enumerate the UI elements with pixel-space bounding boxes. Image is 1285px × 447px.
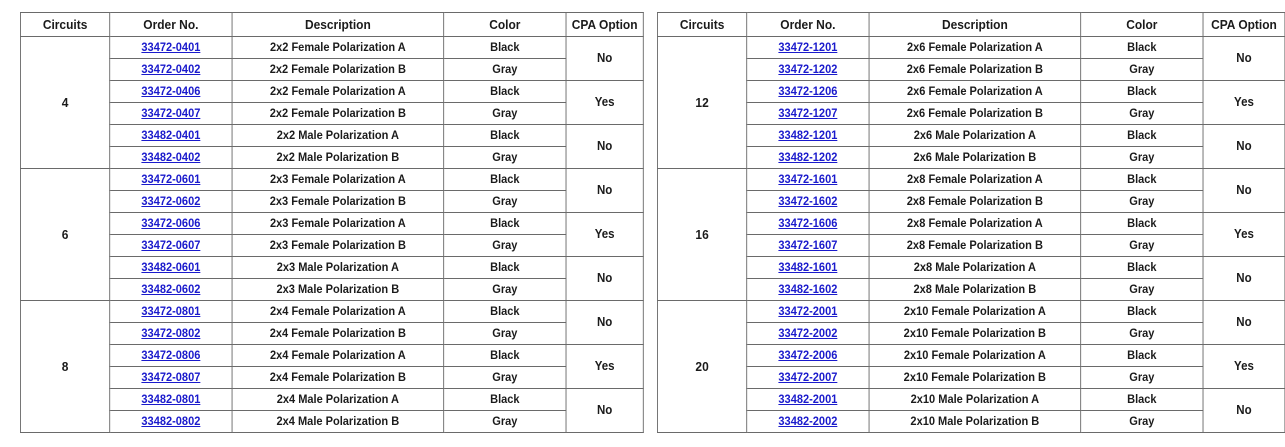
description-cell: 2x2 Male Polarization B bbox=[232, 147, 444, 169]
color-cell: Gray bbox=[1081, 323, 1203, 345]
color-cell: Gray bbox=[444, 367, 566, 389]
description-cell: 2x2 Female Polarization A bbox=[232, 81, 444, 103]
color-cell: Black bbox=[444, 169, 566, 191]
color-cell: Black bbox=[444, 257, 566, 279]
cpa-option-cell: No bbox=[566, 257, 643, 301]
description-cell: 2x4 Female Polarization A bbox=[232, 301, 444, 323]
order-no-link[interactable]: 33472-2001 bbox=[778, 304, 838, 318]
color-cell: Gray bbox=[1081, 103, 1203, 125]
order-no-cell bbox=[110, 59, 232, 81]
order-no-cell bbox=[110, 279, 232, 301]
order-no-cell bbox=[747, 279, 869, 301]
color-cell: Gray bbox=[444, 323, 566, 345]
table-row bbox=[20, 301, 643, 323]
order-no-link[interactable]: 33472-1606 bbox=[778, 216, 838, 230]
color-cell: Gray bbox=[1081, 411, 1203, 433]
order-no-link[interactable]: 33482-0402 bbox=[141, 150, 201, 164]
table-row bbox=[20, 37, 643, 59]
order-no-cell bbox=[747, 169, 869, 191]
parts-table-right bbox=[657, 12, 1285, 433]
description-cell: 2x4 Female Polarization A bbox=[232, 345, 444, 367]
table-row bbox=[20, 59, 643, 81]
cpa-option-cell: Yes bbox=[566, 213, 643, 257]
cpa-option-cell: No bbox=[1203, 125, 1285, 169]
table-row bbox=[20, 169, 643, 191]
color-cell: Black bbox=[444, 37, 566, 59]
header-color: Color bbox=[1081, 13, 1203, 37]
order-no-link[interactable]: 33482-0601 bbox=[141, 260, 201, 274]
color-cell: Black bbox=[1081, 257, 1203, 279]
order-no-link[interactable]: 33482-2001 bbox=[778, 392, 838, 406]
order-no-cell bbox=[110, 213, 232, 235]
table-row bbox=[20, 323, 643, 345]
color-cell: Gray bbox=[444, 147, 566, 169]
table-row bbox=[657, 367, 1284, 389]
order-no-link[interactable]: 33472-0402 bbox=[141, 62, 201, 76]
description-cell: 2x8 Female Polarization A bbox=[869, 169, 1081, 191]
table-row bbox=[657, 125, 1284, 147]
order-no-cell bbox=[747, 411, 869, 433]
cpa-option-cell: No bbox=[566, 301, 643, 345]
color-cell: Gray bbox=[444, 279, 566, 301]
order-no-cell bbox=[110, 81, 232, 103]
table-row bbox=[657, 59, 1284, 81]
header-cpa-option: CPA Option bbox=[1203, 13, 1285, 37]
cpa-option-cell: No bbox=[566, 37, 643, 81]
circuits-cell: 12 bbox=[657, 37, 746, 169]
cpa-option-cell: No bbox=[566, 125, 643, 169]
order-no-link[interactable]: 33472-0602 bbox=[141, 194, 201, 208]
color-cell: Gray bbox=[1081, 279, 1203, 301]
order-no-cell bbox=[110, 389, 232, 411]
table-row bbox=[657, 301, 1284, 323]
order-no-cell bbox=[110, 235, 232, 257]
table-row bbox=[20, 125, 643, 147]
table-row bbox=[657, 213, 1284, 235]
table-row bbox=[657, 323, 1284, 345]
color-cell: Gray bbox=[444, 59, 566, 81]
table-row bbox=[657, 411, 1284, 433]
table-row bbox=[20, 213, 643, 235]
description-cell: 2x4 Female Polarization B bbox=[232, 323, 444, 345]
color-cell: Gray bbox=[444, 191, 566, 213]
order-no-cell bbox=[110, 191, 232, 213]
cpa-option-cell: Yes bbox=[1203, 213, 1285, 257]
order-no-link[interactable]: 33482-0602 bbox=[141, 282, 201, 296]
description-cell: 2x10 Male Polarization B bbox=[869, 411, 1081, 433]
header-order-no: Order No. bbox=[110, 13, 232, 37]
description-cell: 2x8 Female Polarization B bbox=[869, 235, 1081, 257]
order-no-cell bbox=[110, 125, 232, 147]
table-body bbox=[20, 37, 643, 433]
order-no-link[interactable]: 33482-2002 bbox=[778, 414, 838, 428]
order-no-cell bbox=[747, 59, 869, 81]
order-no-cell bbox=[747, 389, 869, 411]
color-cell: Black bbox=[1081, 81, 1203, 103]
header-color: Color bbox=[444, 13, 566, 37]
header-circuits: Circuits bbox=[20, 13, 109, 37]
description-cell: 2x10 Female Polarization B bbox=[869, 367, 1081, 389]
order-no-cell bbox=[747, 103, 869, 125]
color-cell: Gray bbox=[1081, 59, 1203, 81]
description-cell: 2x2 Female Polarization A bbox=[232, 37, 444, 59]
description-cell: 2x10 Female Polarization A bbox=[869, 345, 1081, 367]
color-cell: Black bbox=[444, 345, 566, 367]
order-no-link[interactable]: 33472-0806 bbox=[141, 348, 201, 362]
color-cell: Black bbox=[444, 213, 566, 235]
table-row bbox=[20, 191, 643, 213]
order-no-cell bbox=[110, 37, 232, 59]
table-row bbox=[20, 411, 643, 433]
table-row bbox=[657, 103, 1284, 125]
circuits-cell: 8 bbox=[20, 301, 109, 433]
order-no-cell bbox=[110, 169, 232, 191]
table-row bbox=[20, 345, 643, 367]
description-cell: 2x3 Female Polarization B bbox=[232, 191, 444, 213]
color-cell: Black bbox=[1081, 125, 1203, 147]
order-no-cell bbox=[110, 257, 232, 279]
cpa-option-cell: Yes bbox=[566, 345, 643, 389]
order-no-link[interactable]: 33472-0802 bbox=[141, 326, 201, 340]
description-cell: 2x6 Female Polarization A bbox=[869, 37, 1081, 59]
order-no-link[interactable]: 33472-0401 bbox=[141, 40, 201, 54]
cpa-option-cell: No bbox=[1203, 37, 1285, 81]
order-no-cell bbox=[747, 235, 869, 257]
order-no-cell bbox=[747, 37, 869, 59]
color-cell: Gray bbox=[1081, 235, 1203, 257]
order-no-cell bbox=[747, 125, 869, 147]
order-no-link[interactable]: 33482-1202 bbox=[778, 150, 838, 164]
table-row bbox=[20, 279, 643, 301]
table-row bbox=[20, 257, 643, 279]
table-body bbox=[657, 37, 1284, 433]
description-cell: 2x2 Female Polarization B bbox=[232, 59, 444, 81]
table-row bbox=[20, 389, 643, 411]
cpa-option-cell: No bbox=[1203, 301, 1285, 345]
table-row bbox=[657, 235, 1284, 257]
cpa-option-cell: No bbox=[1203, 169, 1285, 213]
cpa-option-cell: Yes bbox=[1203, 345, 1285, 389]
table-row bbox=[657, 169, 1284, 191]
description-cell: 2x10 Female Polarization A bbox=[869, 301, 1081, 323]
color-cell: Black bbox=[1081, 169, 1203, 191]
table-row bbox=[657, 279, 1284, 301]
color-cell: Black bbox=[444, 389, 566, 411]
order-no-link[interactable]: 33472-2006 bbox=[778, 348, 838, 362]
description-cell: 2x2 Male Polarization A bbox=[232, 125, 444, 147]
order-no-cell bbox=[747, 367, 869, 389]
order-no-cell bbox=[747, 81, 869, 103]
description-cell: 2x2 Female Polarization B bbox=[232, 103, 444, 125]
order-no-link[interactable]: 33472-1207 bbox=[778, 106, 838, 120]
table-row bbox=[657, 389, 1284, 411]
table-row bbox=[657, 147, 1284, 169]
order-no-cell bbox=[110, 301, 232, 323]
description-cell: 2x6 Female Polarization B bbox=[869, 59, 1081, 81]
order-no-link[interactable]: 33472-0606 bbox=[141, 216, 201, 230]
cpa-option-cell: No bbox=[1203, 389, 1285, 433]
description-cell: 2x6 Male Polarization B bbox=[869, 147, 1081, 169]
color-cell: Gray bbox=[444, 103, 566, 125]
description-cell: 2x10 Male Polarization A bbox=[869, 389, 1081, 411]
order-no-link[interactable]: 33482-0801 bbox=[141, 392, 201, 406]
order-no-cell bbox=[747, 323, 869, 345]
description-cell: 2x6 Female Polarization A bbox=[869, 81, 1081, 103]
header-cpa-option: CPA Option bbox=[566, 13, 643, 37]
order-no-link[interactable]: 33482-0401 bbox=[141, 128, 201, 142]
cpa-option-cell: No bbox=[566, 169, 643, 213]
color-cell: Gray bbox=[1081, 367, 1203, 389]
order-no-link[interactable]: 33472-0807 bbox=[141, 370, 201, 384]
order-no-cell bbox=[110, 367, 232, 389]
cpa-option-cell: No bbox=[566, 389, 643, 433]
table-row bbox=[20, 81, 643, 103]
cpa-option-cell: Yes bbox=[566, 81, 643, 125]
table-header-row bbox=[657, 13, 1284, 37]
order-no-cell bbox=[110, 103, 232, 125]
description-cell: 2x10 Female Polarization B bbox=[869, 323, 1081, 345]
order-no-link[interactable]: 33472-0601 bbox=[141, 172, 201, 186]
parts-tables bbox=[20, 12, 1281, 435]
order-no-link[interactable]: 33472-1201 bbox=[778, 40, 838, 54]
color-cell: Gray bbox=[1081, 147, 1203, 169]
circuits-cell: 4 bbox=[20, 37, 109, 169]
circuits-cell: 20 bbox=[657, 301, 746, 433]
description-cell: 2x8 Male Polarization B bbox=[869, 279, 1081, 301]
color-cell: Black bbox=[444, 81, 566, 103]
order-no-link[interactable]: 33472-1601 bbox=[778, 172, 838, 186]
color-cell: Gray bbox=[444, 235, 566, 257]
color-cell: Black bbox=[444, 125, 566, 147]
description-cell: 2x6 Female Polarization B bbox=[869, 103, 1081, 125]
color-cell: Black bbox=[1081, 37, 1203, 59]
order-no-link[interactable]: 33482-1601 bbox=[778, 260, 838, 274]
description-cell: 2x3 Male Polarization B bbox=[232, 279, 444, 301]
order-no-link[interactable]: 33472-1602 bbox=[778, 194, 838, 208]
circuits-cell: 6 bbox=[20, 169, 109, 301]
table-row bbox=[20, 103, 643, 125]
description-cell: 2x3 Female Polarization B bbox=[232, 235, 444, 257]
color-cell: Black bbox=[1081, 389, 1203, 411]
order-no-link[interactable]: 33472-0406 bbox=[141, 84, 201, 98]
cpa-option-cell: No bbox=[1203, 257, 1285, 301]
order-no-cell bbox=[747, 345, 869, 367]
order-no-link[interactable]: 33472-0801 bbox=[141, 304, 201, 318]
order-no-link[interactable]: 33472-2002 bbox=[778, 326, 838, 340]
table-row bbox=[20, 235, 643, 257]
circuits-cell: 16 bbox=[657, 169, 746, 301]
description-cell: 2x3 Male Polarization A bbox=[232, 257, 444, 279]
order-no-cell bbox=[110, 345, 232, 367]
order-no-cell bbox=[110, 411, 232, 433]
order-no-link[interactable]: 33482-0802 bbox=[141, 414, 201, 428]
color-cell: Black bbox=[1081, 213, 1203, 235]
order-no-cell bbox=[747, 257, 869, 279]
order-no-cell bbox=[747, 213, 869, 235]
order-no-cell bbox=[747, 301, 869, 323]
description-cell: 2x6 Male Polarization A bbox=[869, 125, 1081, 147]
order-no-link[interactable]: 33472-1607 bbox=[778, 238, 838, 252]
order-no-link[interactable]: 33482-1602 bbox=[778, 282, 838, 296]
order-no-link[interactable]: 33472-1206 bbox=[778, 84, 838, 98]
order-no-link[interactable]: 33472-0407 bbox=[141, 106, 201, 120]
parts-table-left bbox=[20, 12, 644, 433]
table-row bbox=[657, 81, 1284, 103]
table-row bbox=[657, 191, 1284, 213]
color-cell: Gray bbox=[444, 411, 566, 433]
order-no-cell bbox=[747, 147, 869, 169]
description-cell: 2x8 Male Polarization A bbox=[869, 257, 1081, 279]
table-header-row bbox=[20, 13, 643, 37]
table-row bbox=[657, 37, 1284, 59]
header-description: Description bbox=[232, 13, 444, 37]
table-row bbox=[20, 147, 643, 169]
header-description: Description bbox=[869, 13, 1081, 37]
description-cell: 2x4 Male Polarization B bbox=[232, 411, 444, 433]
order-no-link[interactable]: 33472-0607 bbox=[141, 238, 201, 252]
description-cell: 2x8 Female Polarization A bbox=[869, 213, 1081, 235]
color-cell: Gray bbox=[1081, 191, 1203, 213]
description-cell: 2x8 Female Polarization B bbox=[869, 191, 1081, 213]
description-cell: 2x3 Female Polarization A bbox=[232, 169, 444, 191]
order-no-link[interactable]: 33482-1201 bbox=[778, 128, 838, 142]
description-cell: 2x4 Male Polarization A bbox=[232, 389, 444, 411]
order-no-link[interactable]: 33472-2007 bbox=[778, 370, 838, 384]
color-cell: Black bbox=[444, 301, 566, 323]
order-no-cell bbox=[747, 191, 869, 213]
order-no-cell bbox=[110, 147, 232, 169]
header-order-no: Order No. bbox=[747, 13, 869, 37]
color-cell: Black bbox=[1081, 345, 1203, 367]
description-cell: 2x4 Female Polarization B bbox=[232, 367, 444, 389]
table-row bbox=[657, 345, 1284, 367]
header-circuits: Circuits bbox=[657, 13, 746, 37]
order-no-link[interactable]: 33472-1202 bbox=[778, 62, 838, 76]
cpa-option-cell: Yes bbox=[1203, 81, 1285, 125]
table-row bbox=[20, 367, 643, 389]
table-row bbox=[657, 257, 1284, 279]
order-no-cell bbox=[110, 323, 232, 345]
color-cell: Black bbox=[1081, 301, 1203, 323]
description-cell: 2x3 Female Polarization A bbox=[232, 213, 444, 235]
